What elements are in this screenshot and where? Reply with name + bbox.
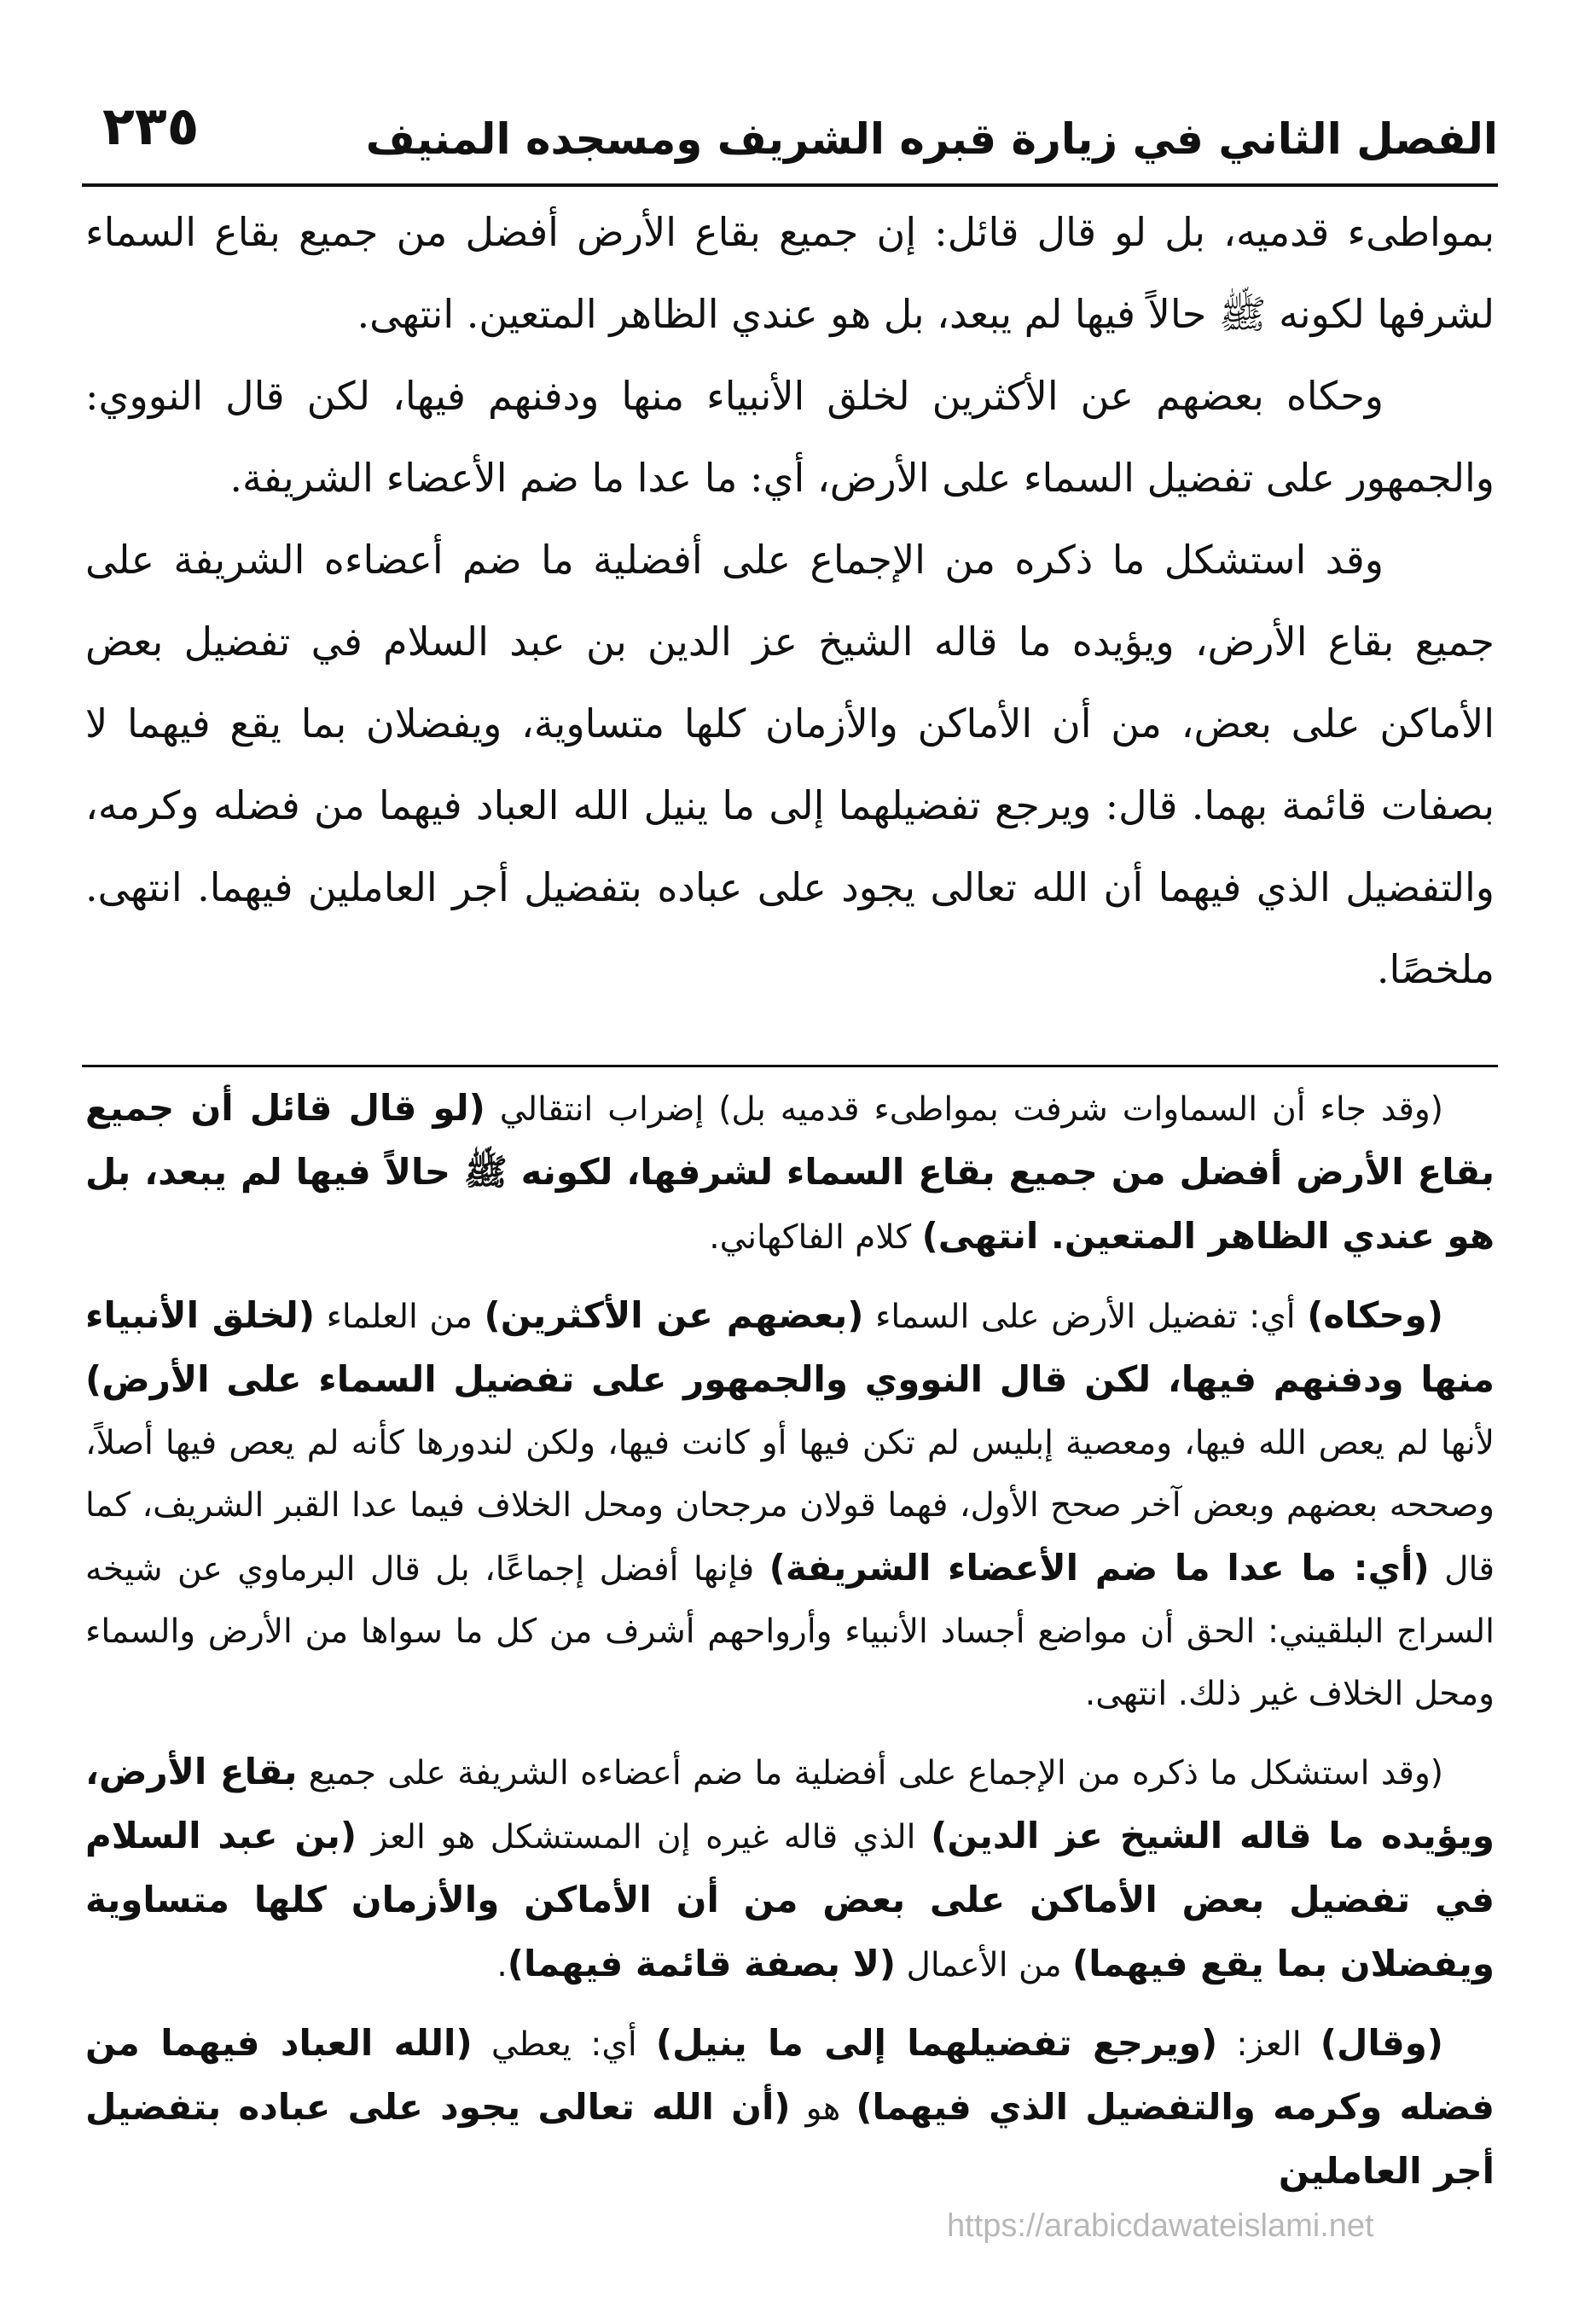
commentary-text-run: من العلماء [315, 1298, 485, 1336]
commentary-text-run: هو [790, 2089, 856, 2128]
commentary-quote: (وحكاه) [1307, 1294, 1443, 1336]
commentary-text-run: أي: تفضيل الأرض على السماء [863, 1298, 1308, 1336]
chapter-title: الفصل الثاني في زيارة قبره الشريف ومسجده المنيف [365, 114, 1498, 164]
commentary-text-run: أي: يعطي [472, 2025, 656, 2064]
commentary-quote: (أي: ما عدا ما ضم الأعضاء الشريفة) [769, 1547, 1430, 1589]
page-number: ٢٣٥ [102, 95, 200, 157]
commentary-quote: (أن الله تعالى يجود على عباده بتفضيل أجر العاملين [85, 2086, 1495, 2192]
commentary-paragraph-3 [85, 1740, 1495, 1996]
commentary-quote: (ويرجع تفضيلهما إلى ما ينيل) [655, 2022, 1218, 2064]
commentary-quote: (بن عبد السلام في تفضيل بعض الأماكن على بعض من أن الأماكن والأزمان كلها متساوية ويفضلان بما يقع فيهما) [85, 1815, 1495, 1984]
main-paragraph-1: بمواطىء قدميه، بل لو قال قائل: إن جميع بقاع الأرض أفضل من جميع بقاع السماء لشرفها لكونه ﷺ حالاً فيها لم يبعد، بل هو عندي الظاهر المتعين. انتهى. [85, 209, 1495, 337]
commentary-paragraph-2 [85, 1284, 1495, 1725]
commentary-text-run: الذي قاله غيره إن المستشكل هو العز [357, 1818, 932, 1856]
commentary-quote: بقاع الأرض، ويؤيده ما قاله الشيخ عز الدين) [85, 1751, 1495, 1856]
commentary-text-run: . [496, 1946, 508, 1984]
commentary-quote: (لو قال قائل أن جميع بقاع الأرض أفضل من جميع بقاع السماء لشرفها، لكونه ﷺ حالاً فيها لم يبعد، بل هو عندي الظاهر المتعين. انتهى) [85, 1087, 1495, 1257]
commentary-text-run: لأنها لم يعص الله فيها، ومعصية إبليس لم تكن فيها أو كانت فيها، ولكن لندورها كأنه لم يعص فيها أصلاً، وصححه بعضهم وبعض آخر صحح الأول، فهما قولان مرجحان ومحل الخلاف فيما عدا القبر الشريف، كما قال [85, 1424, 1495, 1589]
commentary-quote: (لخلق الأنبياء منها ودفنهم فيها، لكن قال النووي والجمهور على تفضيل السماء على الأرض) [85, 1294, 1495, 1400]
commentary-quote: (بعضهم عن الأكثرين) [484, 1294, 864, 1336]
commentary-text-run: (وقد استشكل ما ذكره من الإجماع على أفضلية ما ضم أعضاءه الشريفة على جميع [297, 1754, 1443, 1792]
running-header [82, 92, 1498, 186]
commentary-text-run: من الأعمال [896, 1946, 1073, 1984]
commentary-quote: (وقال) [1320, 2022, 1443, 2064]
main-text [85, 191, 1495, 1010]
commentary-text-run: كلام الفاكهاني. [709, 1218, 922, 1257]
source-watermark: https://arabicdawateislami.net [947, 2208, 1374, 2244]
main-paragraph-2: وحكاه بعضهم عن الأكثرين لخلق الأنبياء منها ودفنهم فيها، لكن قال النووي: والجمهور على تفضيل السماء على الأرض، أي: ما عدا ما ضم الأعضاء الشريفة. [85, 373, 1495, 501]
commentary-quote: (لا بصفة قائمة فيهما) [507, 1943, 897, 1984]
commentary-separator [82, 1065, 1498, 1067]
commentary-text-run: (وقد جاء أن السماوات شرفت بمواطىء قدميه بل) إضراب انتقالي [485, 1090, 1443, 1129]
commentary-text [85, 1077, 1495, 2219]
header-rule [82, 183, 1498, 187]
main-paragraph-3: وقد استشكل ما ذكره من الإجماع على أفضلية ما ضم أعضاءه الشريفة على جميع بقاع الأرض، ويؤيده ما قاله الشيخ عز الدين بن عبد السلام في تفضيل بعض الأماكن على بعض، من أن الأماكن والأزمان كلها متساوية، ويفضلان بما يقع فيهما لا بصفات قائمة بهما. قال: ويرجع تفضيلهما إلى ما ينيل الله العباد فيهما من فضله وكرمه، والتفضيل الذي فيهما أن الله تعالى يجود على عباده بتفضيل أجر العاملين فيهما. انتهى. ملخصًا. [85, 537, 1495, 992]
commentary-paragraph-4 [85, 2012, 1495, 2204]
commentary-text-run: العز: [1217, 2025, 1321, 2064]
commentary-text-run: فإنها أفضل إجماعًا، بل قال البرماوي عن شيخه السراج البلقيني: الحق أن مواضع أجساد الأنبياء وأرواحهم أشرف من كل ما سواها من الأرض والسماء ومحل الخلاف غير ذلك. انتهى. [85, 1550, 1495, 1713]
commentary-quote: (الله العباد فيهما من فضله وكرمه والتفضيل الذي فيهما) [85, 2022, 1495, 2128]
commentary-paragraph-1 [85, 1077, 1495, 1269]
